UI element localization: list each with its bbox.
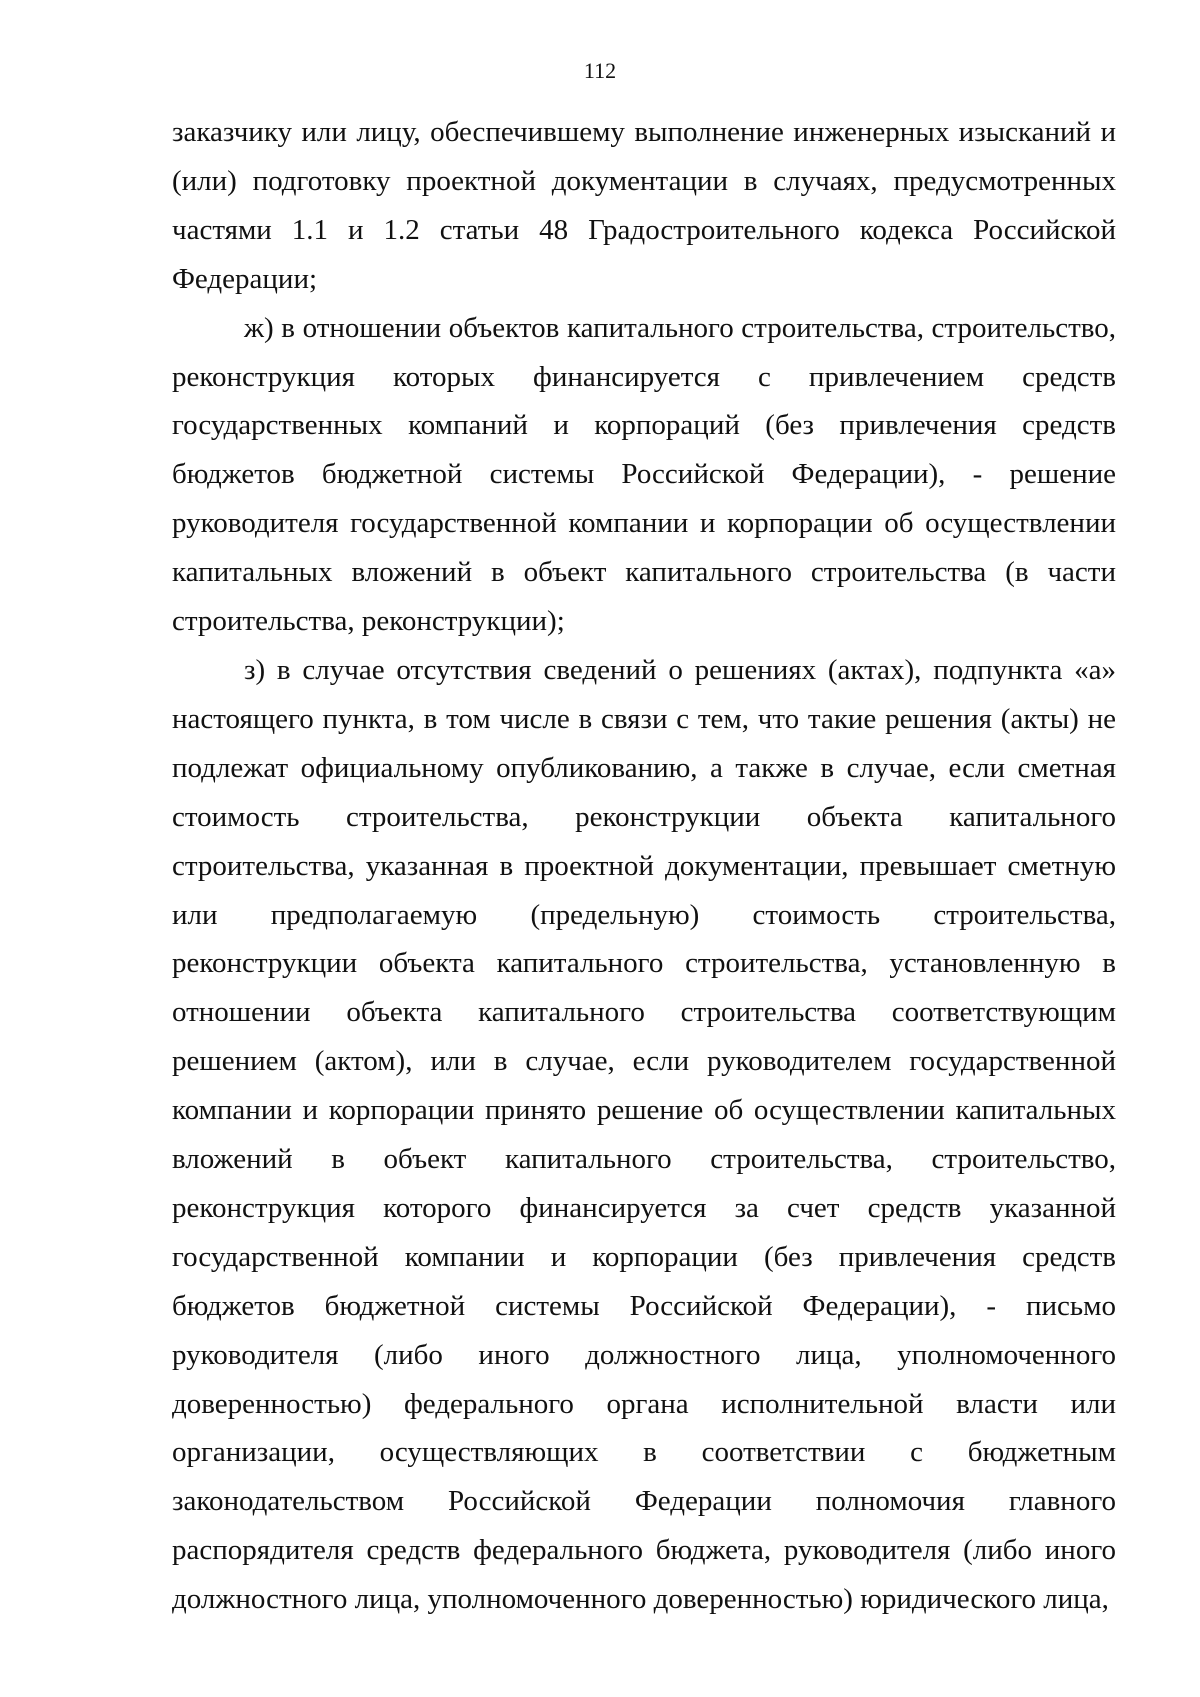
paragraph-item-zh: ж) в отношении объектов капитального строительства, строительство, реконструкция которых финансируется с привлечением средств государственных компаний и корпораций (без привлечения средств бюджетов бюджетной системы Российской Федерации), - решение руководителя государственной компании и корпорации об осуществлении капитальных вложений в объект капитального строительства (в части строительства, реконструкции); (172, 311, 1116, 638)
document-body (172, 108, 1116, 1624)
paragraph-item-z: з) в случае отсутствия сведений о решениях (актах), подпункта «а» настоящего пункта, в том числе в связи с тем, что такие решения (акты) не подлежат официальному опубликованию, а также в случае, если сметная стоимость строительства, реконструкции объекта капитального строительства, указанная в проектной документации, превышает сметную или предполагаемую (предельную) стоимость строительства, реконструкции объекта капитального строительства, установленную в отношении объекта капитального строительства соответствующим решением (актом), или в случае, если руководителем государственной компании и корпорации принято решение об осуществлении капитальных вложений в объект капитального строительства, строительство, реконструкция которого финансируется за счет средств указанной государственной компании и корпорации (без привлечения средств бюджетов бюджетной системы Российской Федерации), - письмо руководителя (либо иного должностного лица, уполномоченного доверенностью) федерального органа исполнительной власти или организации, осуществляющих в соответствии с бюджетным законодательством Российской Федерации полномочия главного распорядителя средств федерального бюджета, руководителя (либо иного должностного лица, уполномоченного доверенностью) юридического лица, (172, 653, 1116, 1616)
page-number: 112 (583, 58, 617, 83)
paragraph-continuation: заказчику или лицу, обеспечившему выполнение инженерных изысканий и (или) подготовку проектной документации в случаях, предусмотренных частями 1.1 и 1.2 статьи 48 Градостроительного кодекса Российской Федерации; (172, 116, 1116, 295)
